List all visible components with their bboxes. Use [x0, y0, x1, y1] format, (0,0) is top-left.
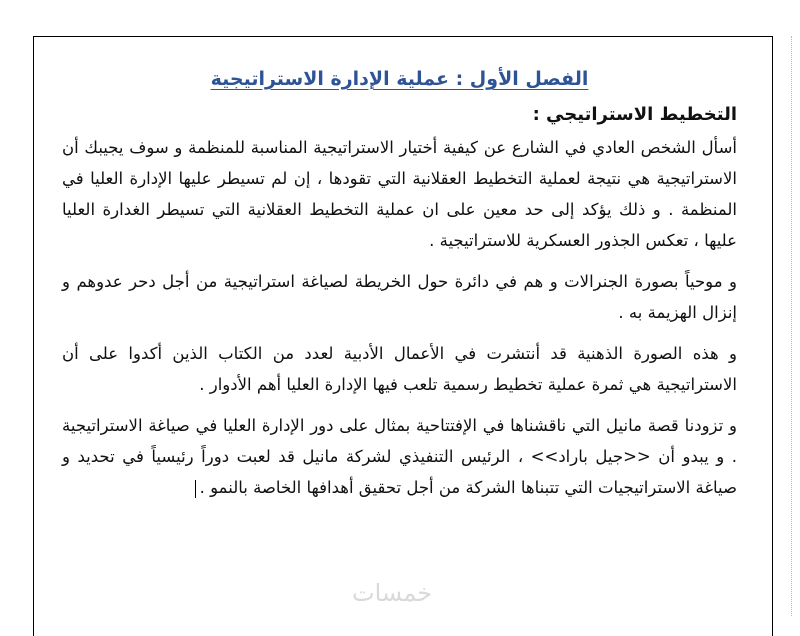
paragraph-4 — [62, 410, 737, 503]
chapter-title: الفصل الأول : عملية الإدارة الاستراتيجية — [210, 68, 589, 90]
section-heading: التخطيط الاستراتيجي : — [532, 104, 737, 125]
paragraph-3: و هذه الصورة الذهنية قد أنتشرت في الأعمال الأدبية لعدد من الكتاب الذين أكدوا على أن الاستراتيجية هي ثمرة عملية تخطيط رسمية تلعب فيها الإدارة العليا أهم الأدوار . — [62, 344, 737, 394]
document-body[interactable] — [62, 64, 737, 513]
text-cursor — [195, 480, 196, 498]
paragraph-1: أسأل الشخص العادي في الشارع عن كيفية أختيار الاستراتيجية المناسبة للمنظمة و سوف يجيبك أن الاستراتيجية هي نتيجة لعملية التخطيط العقلانية التي تقودها ، إن لم تسيطر عليها الإدارة العليا في المنظمة . و ذلك يؤكد إلى حد معين على ان عملية التخطيط العقلانية التي تسيطر الغدارة العليا عليها ، تعكس الجذور العسكرية للاستراتيجية . — [62, 138, 737, 250]
watermark-logo: خمسات — [352, 579, 433, 607]
paragraph-4-text: و تزودنا قصة مانيل التي ناقشناها في الإفتتاحية بمثال على دور الإدارة العليا في صياغة الاستراتيجية . و يبدو أن <<جيل باراد>> ، الرئيس التنفيذي لشركة مانيل قد لعبت دوراً رئيسياً في تحديد و صياغة الاستراتيجيات التي تتبناها الشركة من أجل تحقيق أهدافها الخاصة بالنمو . — [62, 416, 737, 497]
paragraph-2: و موحياً بصورة الجنرالات و هم في دائرة حول الخريطة لصياغة استراتيجية من أجل دحر عدوهم و إنزال الهزيمة به . — [62, 272, 737, 322]
page-edge-line — [791, 36, 792, 616]
